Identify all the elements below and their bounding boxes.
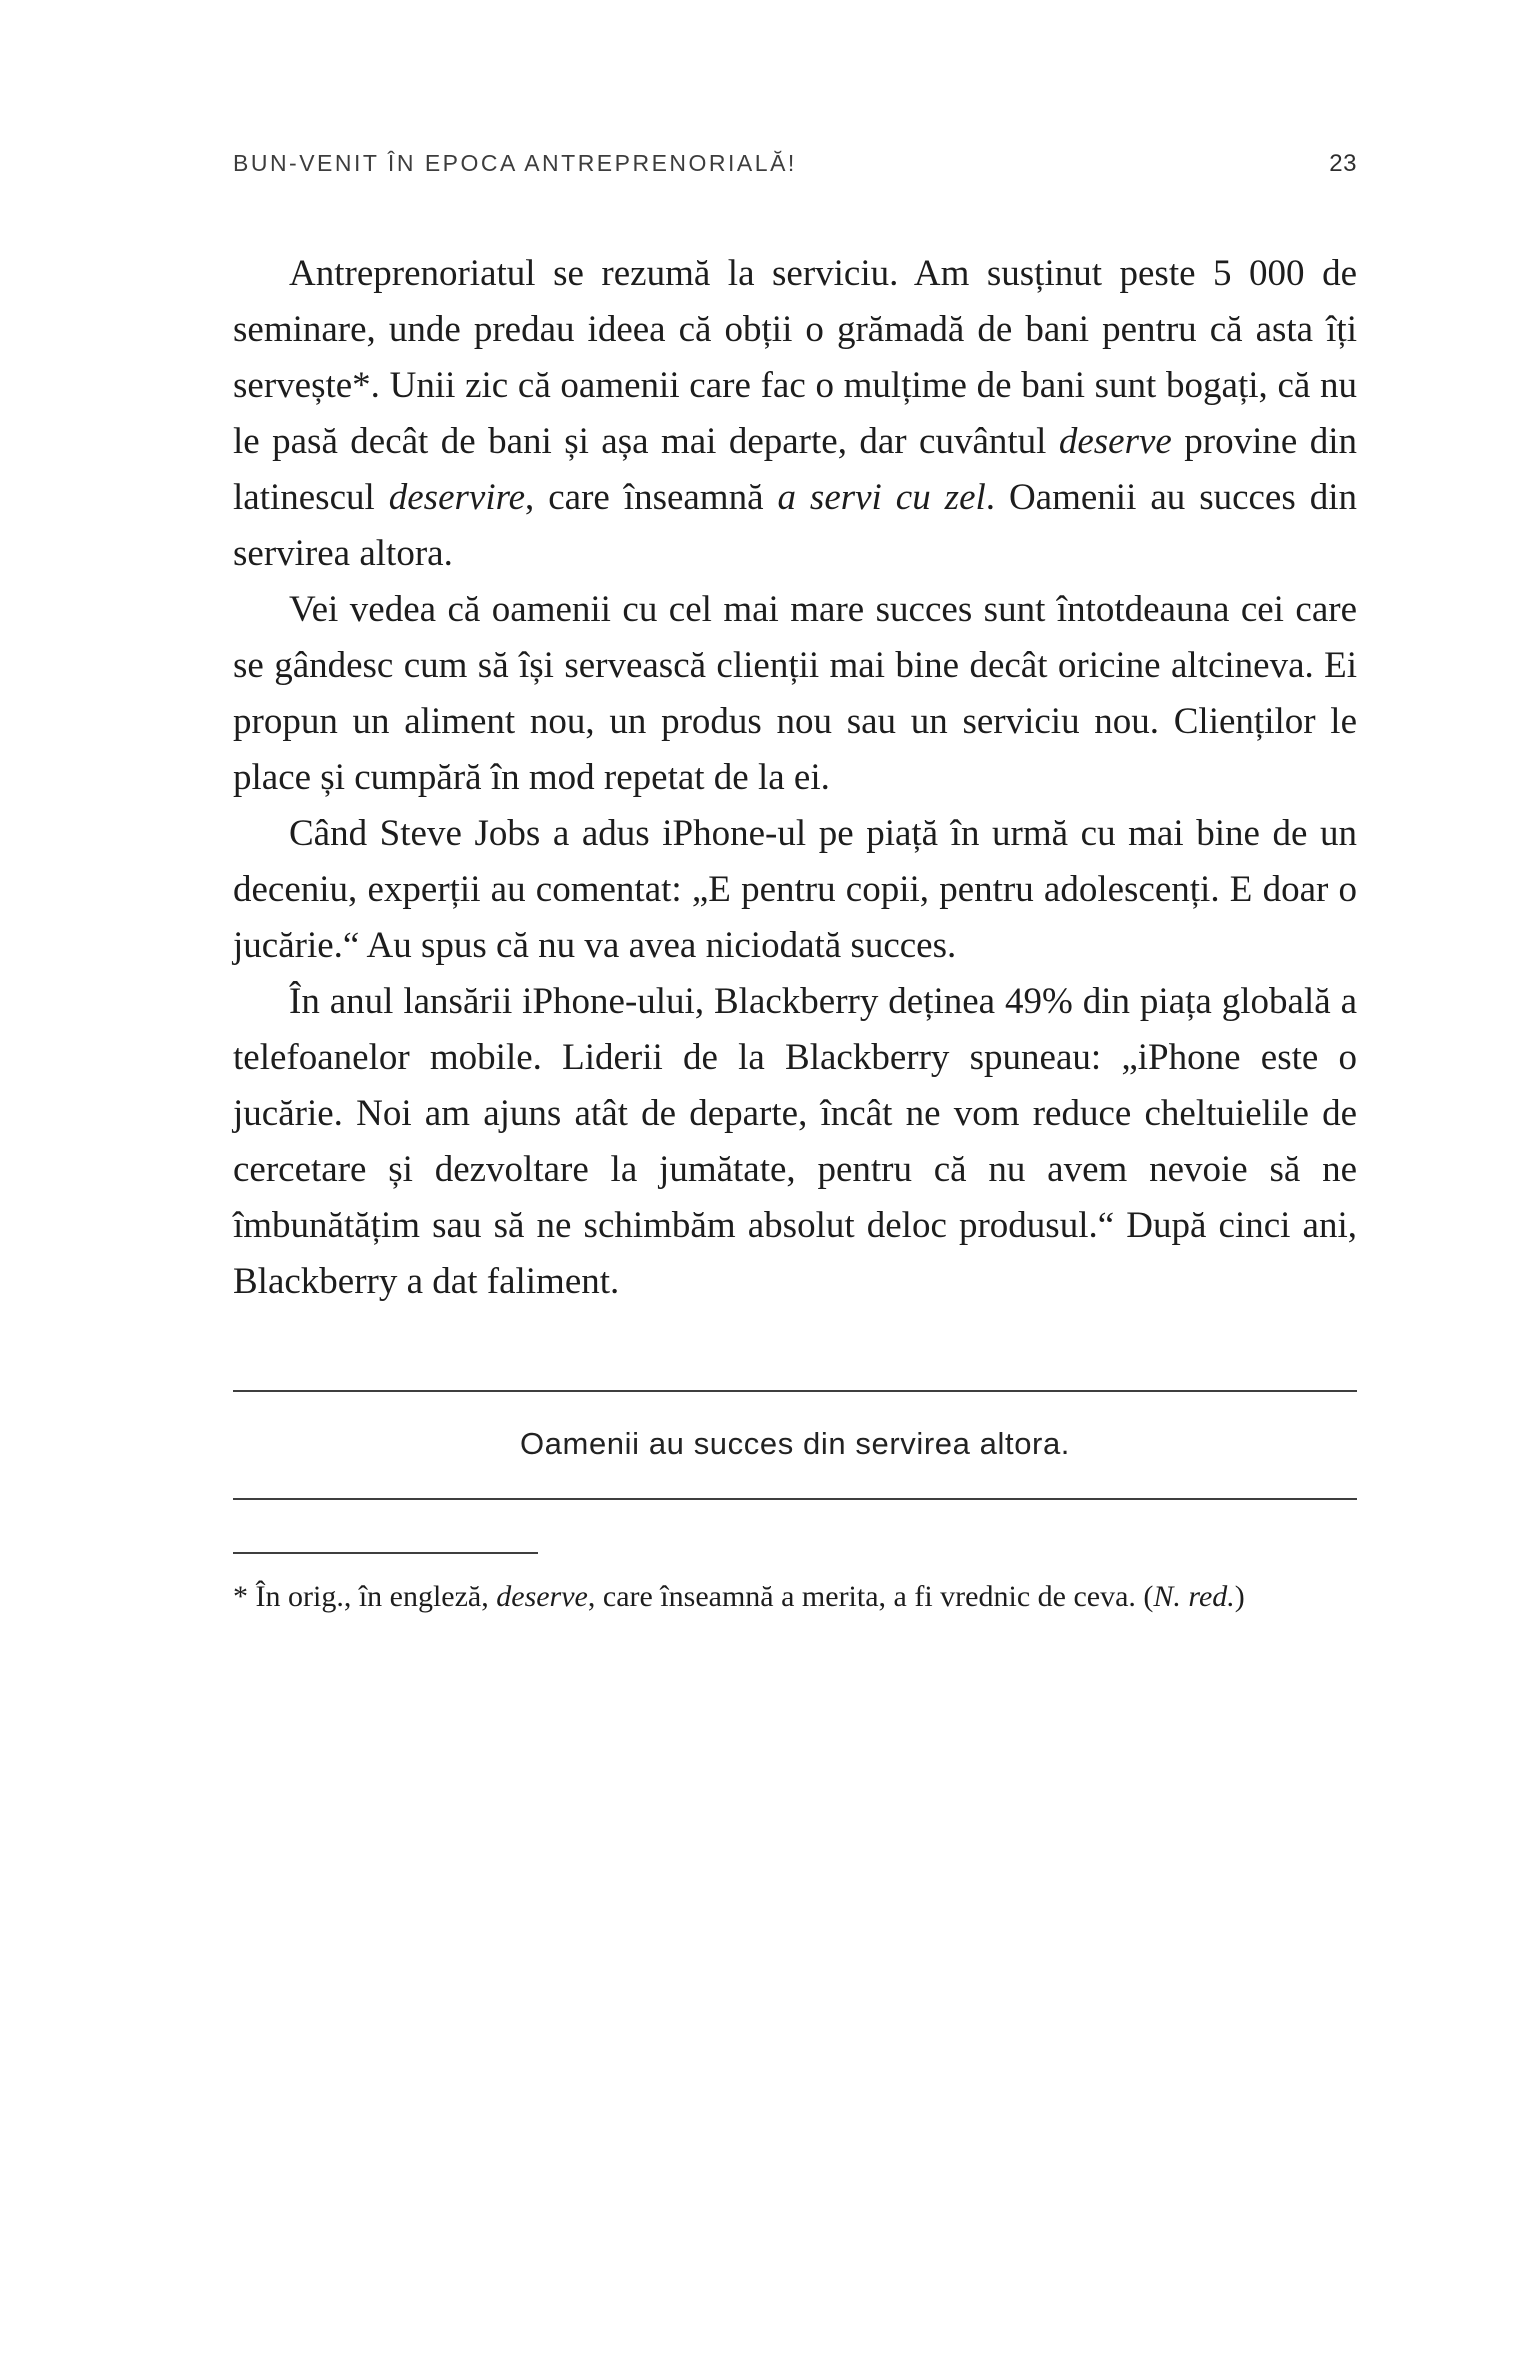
- paragraph: [233, 806, 1357, 974]
- italic-text-segment: deserve: [1058, 421, 1172, 462]
- paragraph: [233, 246, 1357, 582]
- page-number: 23: [1329, 150, 1357, 177]
- text-segment: Vei vedea că oamenii cu cel mai mare succes sunt întotdeauna cei care se gândesc cum să își servească clienții mai bine decât oricine altcineva. Ei propun un aliment nou, un produs nou sau un serviciu nou. Clienților le place și cumpără în mod repetat de la ei.: [233, 589, 1357, 798]
- paragraph: [233, 582, 1357, 806]
- text-segment: În anul lansării iPhone-ului, Blackberry deținea 49% din piața globală a telefoanelor mobile. Liderii de la Blackberry spuneau: „iPhone este o jucărie. Noi am ajuns atât de departe, încât ne vom reduce cheltuielile de cercetare și dezvoltare la jumătate, pentru că nu avem nevoie să ne îmbunătățim sau să ne schimbăm absolut deloc produsul.“ După cinci ani, Blackberry a dat faliment.: [233, 981, 1357, 1302]
- italic-text-segment: deserve: [496, 1580, 588, 1613]
- text-segment: provine din latinescul: [233, 421, 1357, 518]
- text-segment: Când Steve Jobs a adus iPhone-ul pe piață în urmă cu mai bine de un deceniu, experții au comentat: „E pentru copii, pentru adolescenți. E doar o jucărie.“ Au spus că nu va avea niciodată succes.: [233, 813, 1357, 966]
- pull-quote-block: [233, 1390, 1357, 1500]
- italic-text-segment: N. red.: [1153, 1580, 1235, 1613]
- text-segment: . Oamenii au succes din servirea altora.: [233, 477, 1357, 574]
- text-segment: ): [1234, 1580, 1245, 1613]
- pull-quote-rule-bottom: [233, 1498, 1357, 1500]
- footnote-separator-rule: [233, 1552, 538, 1554]
- text-segment: Antreprenoriatul se rezumă la serviciu. Am susținut peste 5 000 de seminare, unde predau ideea că obții o grămadă de bani pentru că asta îți servește*. Unii zic că oamenii care fac o mulțime de bani sunt bogați, că nu le pasă decât de bani și așa mai departe, dar cuvântul: [233, 253, 1357, 462]
- body-text: [233, 246, 1357, 1310]
- running-title: BUN-VENIT ÎN EPOCA ANTREPRENORIALĂ!: [233, 150, 797, 176]
- text-segment: * În orig., în engleză,: [233, 1580, 497, 1613]
- footnote-block: [233, 1552, 1357, 1619]
- italic-text-segment: a servi cu zel: [777, 477, 986, 518]
- text-segment: , care înseamnă: [525, 477, 778, 518]
- paragraph: [233, 974, 1357, 1310]
- text-segment: , care înseamnă a merita, a fi vrednic de ceva. (: [587, 1580, 1154, 1613]
- footnote: [233, 1574, 1357, 1619]
- running-header: [233, 150, 1357, 178]
- italic-text-segment: deservire: [388, 477, 526, 518]
- pull-quote: Oamenii au succes din servirea altora.: [519, 1426, 1071, 1461]
